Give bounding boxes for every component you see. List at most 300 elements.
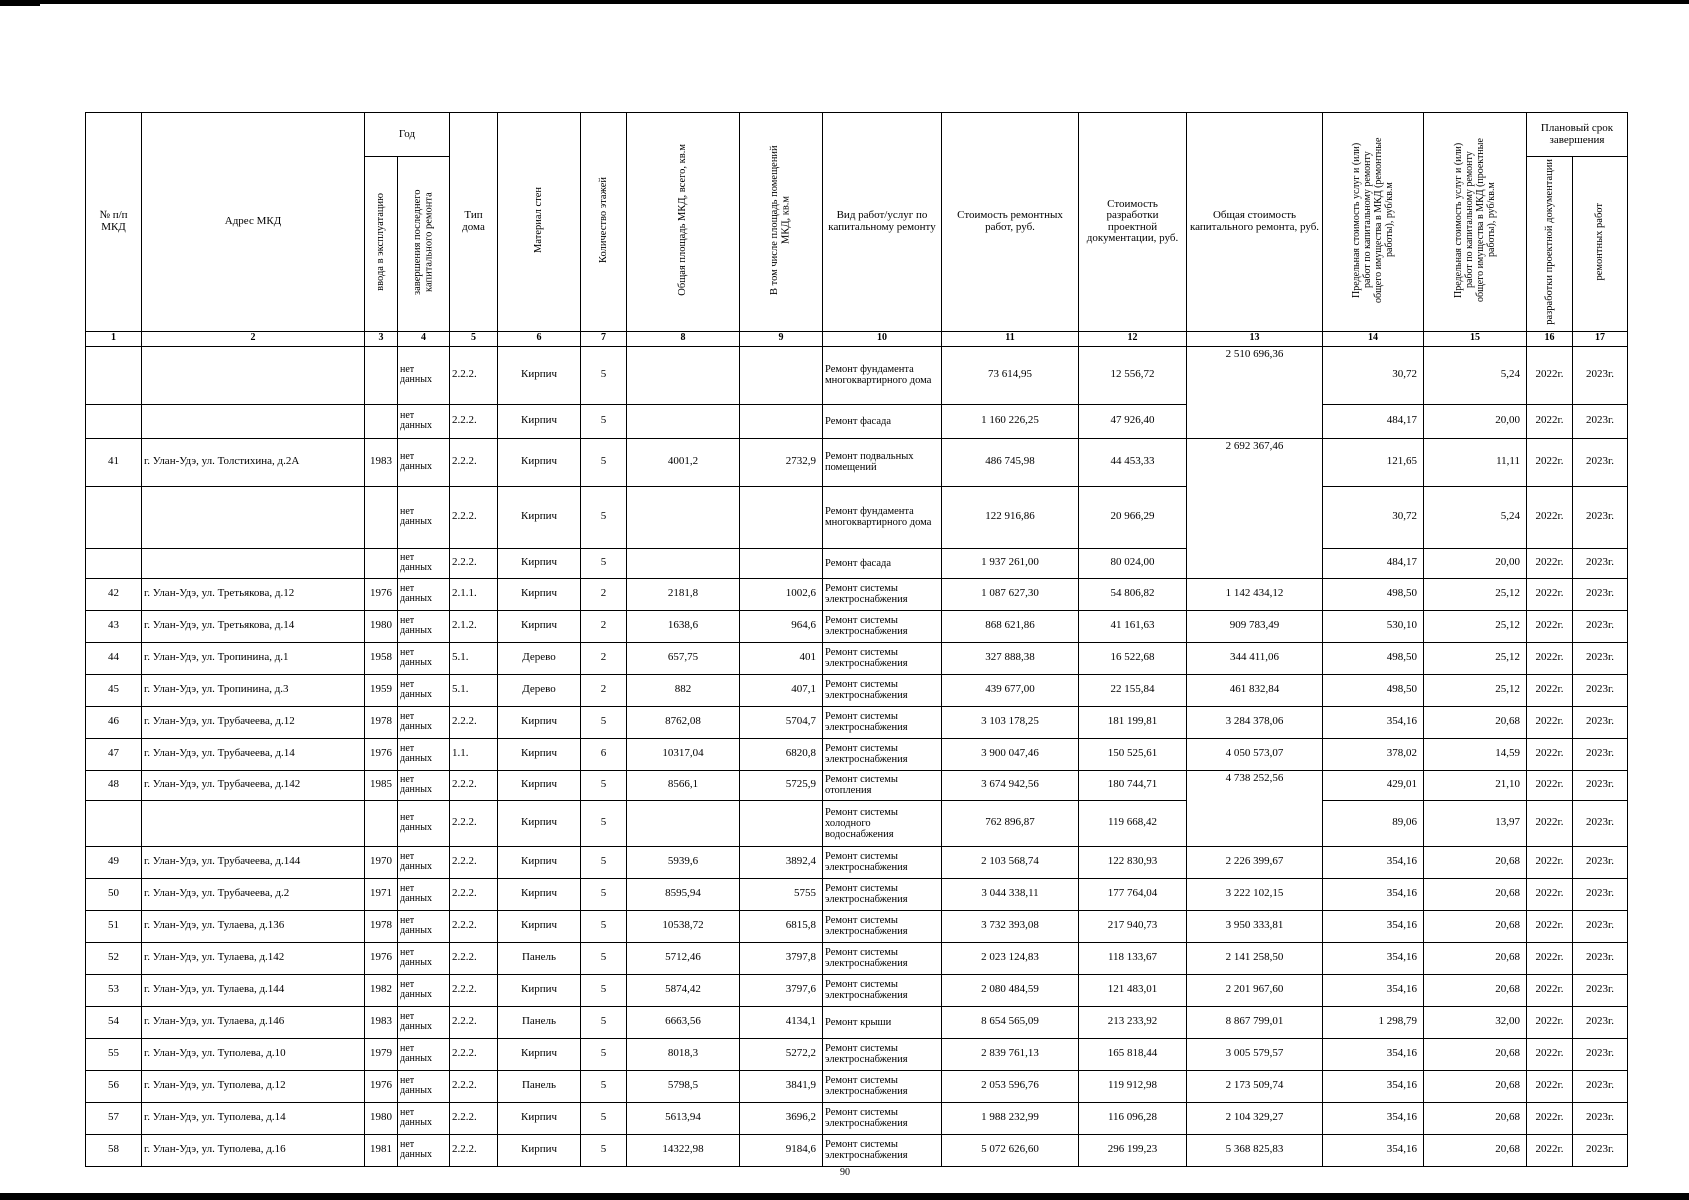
table-row	[86, 942, 1628, 974]
cell-deadline-works: 2023г.	[1573, 1070, 1628, 1102]
cell-work-type: Ремонт системы электроснабжения	[823, 846, 942, 878]
cell-design-cost: 121 483,01	[1079, 974, 1187, 1006]
cell-floors: 5	[581, 974, 627, 1006]
column-number: 9	[740, 331, 823, 346]
header-deadline-works	[1573, 157, 1628, 332]
header-limit-design	[1424, 113, 1527, 332]
cell-total-area: 8762,08	[627, 706, 740, 738]
cell-house-type: 2.2.2.	[450, 486, 498, 548]
cell-work-cost: 439 677,00	[942, 674, 1079, 706]
cell-limit-repair: 354,16	[1323, 1038, 1424, 1070]
column-number: 10	[823, 331, 942, 346]
cell-floors: 2	[581, 610, 627, 642]
cell-house-type: 2.2.2.	[450, 1134, 498, 1166]
cell-work-type: Ремонт системы электроснабжения	[823, 674, 942, 706]
cell-deadline-design: 2022г.	[1527, 910, 1573, 942]
cell-work-cost: 2 839 761,13	[942, 1038, 1079, 1070]
cell-deadline-design: 2022г.	[1527, 942, 1573, 974]
cell-total-cost: 8 867 799,01	[1187, 1006, 1323, 1038]
cell-address: г. Улан-Удэ, ул. Трубачеева, д.14	[142, 738, 365, 770]
cell-total-area: 8018,3	[627, 1038, 740, 1070]
cell-num: 56	[86, 1070, 142, 1102]
cell-material: Кирпич	[498, 770, 581, 800]
cell-work-type: Ремонт подвальных помещений	[823, 438, 942, 486]
cell-house-type: 5.1.	[450, 642, 498, 674]
cell-total-area: 4001,2	[627, 438, 740, 486]
cell-design-cost: 116 096,28	[1079, 1102, 1187, 1134]
cell-work-cost: 1 160 226,25	[942, 404, 1079, 438]
cell-last-repair: нет данных	[398, 642, 450, 674]
cell-limit-repair: 354,16	[1323, 846, 1424, 878]
header-limit-repair-text: Предельная стоимость услуг и (или) работ по капитальному ремонту общего имущества в МКД (ремонтные работы), руб/кв.м	[1351, 137, 1395, 303]
table-row	[86, 346, 1628, 404]
cell-total-area: 5613,94	[627, 1102, 740, 1134]
cell-deadline-design: 2022г.	[1527, 1006, 1573, 1038]
cell-work-type: Ремонт системы электроснабжения	[823, 738, 942, 770]
cell-deadline-works: 2023г.	[1573, 578, 1628, 610]
cell-last-repair: нет данных	[398, 738, 450, 770]
cell-deadline-works: 2023г.	[1573, 1006, 1628, 1038]
cell-floors: 5	[581, 486, 627, 548]
cell-design-cost: 150 525,61	[1079, 738, 1187, 770]
header-work-type: Вид работ/услуг по капитальному ремонту	[823, 113, 942, 332]
cell-total-cost: 3 950 333,81	[1187, 910, 1323, 942]
cell-deadline-design: 2022г.	[1527, 346, 1573, 404]
cell-limit-repair: 30,72	[1323, 346, 1424, 404]
cell-floors: 5	[581, 1134, 627, 1166]
cell-last-repair: нет данных	[398, 1070, 450, 1102]
cell-floors: 2	[581, 578, 627, 610]
column-number: 16	[1527, 331, 1573, 346]
header-total-area	[627, 113, 740, 332]
cell-limit-design: 25,12	[1424, 578, 1527, 610]
cell-total-cost: 4 738 252,56	[1187, 770, 1323, 846]
cell-total-cost: 344 411,06	[1187, 642, 1323, 674]
cell-material: Кирпич	[498, 738, 581, 770]
cell-total-cost: 2 104 329,27	[1187, 1102, 1323, 1134]
cell-address	[142, 548, 365, 578]
cell-limit-design: 25,12	[1424, 610, 1527, 642]
cell-total-cost: 1 142 434,12	[1187, 578, 1323, 610]
cell-work-type: Ремонт системы электроснабжения	[823, 1070, 942, 1102]
cell-design-cost: 20 966,29	[1079, 486, 1187, 548]
cell-premises-area: 3696,2	[740, 1102, 823, 1134]
column-number: 13	[1187, 331, 1323, 346]
table-row	[86, 1038, 1628, 1070]
cell-limit-repair: 354,16	[1323, 942, 1424, 974]
cell-total-area: 8595,94	[627, 878, 740, 910]
table-row	[86, 878, 1628, 910]
cell-deadline-design: 2022г.	[1527, 578, 1573, 610]
column-number: 4	[398, 331, 450, 346]
cell-premises-area: 401	[740, 642, 823, 674]
cell-address	[142, 486, 365, 548]
cell-premises-area: 3892,4	[740, 846, 823, 878]
cell-last-repair: нет данных	[398, 910, 450, 942]
cell-house-type: 5.1.	[450, 674, 498, 706]
cell-deadline-works: 2023г.	[1573, 878, 1628, 910]
top-border-tick	[0, 4, 40, 6]
cell-work-cost: 3 732 393,08	[942, 910, 1079, 942]
cell-last-repair: нет данных	[398, 1038, 450, 1070]
cell-deadline-design: 2022г.	[1527, 674, 1573, 706]
cell-premises-area	[740, 800, 823, 846]
cell-floors: 5	[581, 770, 627, 800]
column-number: 17	[1573, 331, 1628, 346]
cell-year-built: 1976	[365, 942, 398, 974]
cell-deadline-design: 2022г.	[1527, 974, 1573, 1006]
table-row	[86, 674, 1628, 706]
cell-material: Дерево	[498, 642, 581, 674]
cell-num: 41	[86, 438, 142, 486]
cell-total-cost: 2 141 258,50	[1187, 942, 1323, 974]
header-total-cost: Общая стоимость капитального ремонта, руб.	[1187, 113, 1323, 332]
cell-year-built: 1980	[365, 610, 398, 642]
cell-material: Панель	[498, 942, 581, 974]
cell-limit-repair: 498,50	[1323, 674, 1424, 706]
cell-premises-area: 4134,1	[740, 1006, 823, 1038]
cell-year-built: 1980	[365, 1102, 398, 1134]
cell-year-built: 1976	[365, 738, 398, 770]
cell-floors: 5	[581, 910, 627, 942]
cell-total-cost: 2 692 367,46	[1187, 438, 1323, 578]
cell-deadline-works: 2023г.	[1573, 1134, 1628, 1166]
cell-year-built: 1978	[365, 706, 398, 738]
cell-year-built	[365, 404, 398, 438]
cell-floors: 5	[581, 942, 627, 974]
cell-deadline-works: 2023г.	[1573, 1038, 1628, 1070]
cell-address: г. Улан-Удэ, ул. Туполева, д.12	[142, 1070, 365, 1102]
cell-deadline-design: 2022г.	[1527, 548, 1573, 578]
header-deadline-design	[1527, 157, 1573, 332]
cell-total-area: 5939,6	[627, 846, 740, 878]
cell-address: г. Улан-Удэ, ул. Трубачеева, д.144	[142, 846, 365, 878]
cell-num: 51	[86, 910, 142, 942]
cell-year-built: 1958	[365, 642, 398, 674]
header-floors	[581, 113, 627, 332]
cell-work-type: Ремонт системы электроснабжения	[823, 1134, 942, 1166]
cell-limit-repair: 354,16	[1323, 1134, 1424, 1166]
cell-work-cost: 486 745,98	[942, 438, 1079, 486]
cell-material: Кирпич	[498, 610, 581, 642]
header-total-area-text: Общая площадь МКД, всего, кв.м	[677, 144, 689, 296]
cell-material: Кирпич	[498, 346, 581, 404]
table-row	[86, 642, 1628, 674]
column-number: 8	[627, 331, 740, 346]
cell-floors: 5	[581, 404, 627, 438]
cell-design-cost: 213 233,92	[1079, 1006, 1187, 1038]
cell-last-repair: нет данных	[398, 610, 450, 642]
cell-address	[142, 346, 365, 404]
cell-deadline-works: 2023г.	[1573, 974, 1628, 1006]
cell-num: 58	[86, 1134, 142, 1166]
cell-work-cost: 868 621,86	[942, 610, 1079, 642]
cell-num: 42	[86, 578, 142, 610]
column-number: 11	[942, 331, 1079, 346]
cell-floors: 5	[581, 1006, 627, 1038]
cell-limit-repair: 530,10	[1323, 610, 1424, 642]
cell-work-type: Ремонт фундамента многоквартирного дома	[823, 486, 942, 548]
cell-material: Кирпич	[498, 974, 581, 1006]
cell-material: Кирпич	[498, 1038, 581, 1070]
cell-house-type: 2.2.2.	[450, 910, 498, 942]
cell-limit-design: 20,68	[1424, 942, 1527, 974]
header-deadline-works-text: ремонтных работ	[1594, 203, 1606, 281]
cell-year-built: 1981	[365, 1134, 398, 1166]
cell-work-cost: 3 674 942,56	[942, 770, 1079, 800]
header-limit-repair	[1323, 113, 1424, 332]
cell-limit-repair: 378,02	[1323, 738, 1424, 770]
cell-deadline-design: 2022г.	[1527, 1038, 1573, 1070]
cell-floors: 5	[581, 1038, 627, 1070]
table-row	[86, 1070, 1628, 1102]
cell-premises-area: 407,1	[740, 674, 823, 706]
cell-limit-repair: 30,72	[1323, 486, 1424, 548]
cell-limit-repair: 1 298,79	[1323, 1006, 1424, 1038]
cell-work-cost: 3 103 178,25	[942, 706, 1079, 738]
cell-address: г. Улан-Удэ, ул. Тулаева, д.146	[142, 1006, 365, 1038]
cell-work-type: Ремонт системы электроснабжения	[823, 642, 942, 674]
cell-material: Кирпич	[498, 1134, 581, 1166]
cell-address	[142, 800, 365, 846]
cell-work-cost: 1 988 232,99	[942, 1102, 1079, 1134]
header-house-type: Тип дома	[450, 113, 498, 332]
header-num: № п/п МКД	[86, 113, 142, 332]
cell-num	[86, 346, 142, 404]
cell-work-cost: 1 937 261,00	[942, 548, 1079, 578]
cell-num: 45	[86, 674, 142, 706]
capital-repair-table	[85, 112, 1628, 1167]
header-premises-area-text: В том числе площадь помещений МКД, кв.м	[769, 145, 792, 295]
cell-limit-repair: 498,50	[1323, 642, 1424, 674]
cell-material: Панель	[498, 1006, 581, 1038]
cell-material: Кирпич	[498, 578, 581, 610]
cell-deadline-works: 2023г.	[1573, 674, 1628, 706]
cell-house-type: 2.2.2.	[450, 1006, 498, 1038]
cell-floors: 5	[581, 1070, 627, 1102]
cell-limit-repair: 354,16	[1323, 878, 1424, 910]
cell-total-cost: 2 201 967,60	[1187, 974, 1323, 1006]
cell-premises-area	[740, 404, 823, 438]
cell-year-built: 1982	[365, 974, 398, 1006]
cell-limit-repair: 354,16	[1323, 706, 1424, 738]
cell-total-area: 657,75	[627, 642, 740, 674]
cell-deadline-design: 2022г.	[1527, 486, 1573, 548]
cell-design-cost: 217 940,73	[1079, 910, 1187, 942]
cell-premises-area: 5704,7	[740, 706, 823, 738]
cell-address: г. Улан-Удэ, ул. Туполева, д.14	[142, 1102, 365, 1134]
cell-material: Кирпич	[498, 910, 581, 942]
cell-address: г. Улан-Удэ, ул. Тропинина, д.3	[142, 674, 365, 706]
cell-floors: 5	[581, 548, 627, 578]
cell-limit-design: 20,68	[1424, 974, 1527, 1006]
cell-total-area: 5712,46	[627, 942, 740, 974]
cell-total-area: 6663,56	[627, 1006, 740, 1038]
cell-material: Дерево	[498, 674, 581, 706]
table-row	[86, 738, 1628, 770]
table-row	[86, 800, 1628, 846]
cell-work-type: Ремонт системы электроснабжения	[823, 910, 942, 942]
cell-design-cost: 296 199,23	[1079, 1134, 1187, 1166]
cell-design-cost: 118 133,67	[1079, 942, 1187, 974]
cell-material: Кирпич	[498, 486, 581, 548]
cell-design-cost: 119 912,98	[1079, 1070, 1187, 1102]
cell-premises-area: 5725,9	[740, 770, 823, 800]
cell-work-type: Ремонт системы электроснабжения	[823, 706, 942, 738]
cell-limit-design: 11,11	[1424, 438, 1527, 486]
cell-address	[142, 404, 365, 438]
cell-num: 52	[86, 942, 142, 974]
cell-deadline-design: 2022г.	[1527, 770, 1573, 800]
cell-deadline-works: 2023г.	[1573, 1102, 1628, 1134]
cell-total-area: 2181,8	[627, 578, 740, 610]
cell-deadline-design: 2022г.	[1527, 1102, 1573, 1134]
cell-last-repair: нет данных	[398, 846, 450, 878]
cell-num: 54	[86, 1006, 142, 1038]
cell-house-type: 1.1.	[450, 738, 498, 770]
cell-floors: 5	[581, 800, 627, 846]
cell-design-cost: 12 556,72	[1079, 346, 1187, 404]
cell-premises-area: 9184,6	[740, 1134, 823, 1166]
column-number-row	[86, 331, 1628, 346]
cell-address: г. Улан-Удэ, ул. Тулаева, д.144	[142, 974, 365, 1006]
cell-house-type: 2.2.2.	[450, 1038, 498, 1070]
cell-house-type: 2.2.2.	[450, 548, 498, 578]
header-year-last-repair-text: завершения последнего капитального ремонта	[411, 189, 435, 295]
cell-premises-area	[740, 486, 823, 548]
cell-design-cost: 41 161,63	[1079, 610, 1187, 642]
cell-floors: 5	[581, 706, 627, 738]
cell-deadline-design: 2022г.	[1527, 438, 1573, 486]
cell-total-cost: 2 226 399,67	[1187, 846, 1323, 878]
cell-limit-design: 5,24	[1424, 486, 1527, 548]
cell-last-repair: нет данных	[398, 974, 450, 1006]
cell-premises-area	[740, 346, 823, 404]
cell-num: 43	[86, 610, 142, 642]
cell-limit-design: 20,00	[1424, 404, 1527, 438]
cell-address: г. Улан-Удэ, ул. Третьякова, д.12	[142, 578, 365, 610]
cell-design-cost: 180 744,71	[1079, 770, 1187, 800]
cell-total-cost: 461 832,84	[1187, 674, 1323, 706]
cell-limit-design: 20,68	[1424, 878, 1527, 910]
cell-deadline-works: 2023г.	[1573, 738, 1628, 770]
cell-work-type: Ремонт фасада	[823, 548, 942, 578]
cell-work-cost: 5 072 626,60	[942, 1134, 1079, 1166]
cell-house-type: 2.2.2.	[450, 878, 498, 910]
cell-year-built: 1976	[365, 1070, 398, 1102]
cell-last-repair: нет данных	[398, 942, 450, 974]
cell-limit-repair: 89,06	[1323, 800, 1424, 846]
table-body	[86, 346, 1628, 1166]
cell-limit-design: 20,68	[1424, 1134, 1527, 1166]
cell-premises-area: 6815,8	[740, 910, 823, 942]
cell-deadline-design: 2022г.	[1527, 642, 1573, 674]
cell-total-cost: 5 368 825,83	[1187, 1134, 1323, 1166]
cell-deadline-design: 2022г.	[1527, 878, 1573, 910]
cell-last-repair: нет данных	[398, 438, 450, 486]
cell-design-cost: 181 199,81	[1079, 706, 1187, 738]
cell-limit-repair: 354,16	[1323, 1070, 1424, 1102]
cell-premises-area: 5755	[740, 878, 823, 910]
cell-limit-repair: 354,16	[1323, 974, 1424, 1006]
cell-design-cost: 122 830,93	[1079, 846, 1187, 878]
cell-deadline-works: 2023г.	[1573, 910, 1628, 942]
header-deadline-group: Плановый срок завершения	[1527, 113, 1628, 157]
cell-floors: 5	[581, 846, 627, 878]
cell-num: 44	[86, 642, 142, 674]
cell-design-cost: 16 522,68	[1079, 642, 1187, 674]
cell-premises-area: 3797,8	[740, 942, 823, 974]
cell-work-cost: 8 654 565,09	[942, 1006, 1079, 1038]
cell-work-cost: 2 023 124,83	[942, 942, 1079, 974]
cell-material: Кирпич	[498, 846, 581, 878]
cell-house-type: 2.2.2.	[450, 974, 498, 1006]
cell-limit-design: 20,68	[1424, 1038, 1527, 1070]
cell-year-built: 1979	[365, 1038, 398, 1070]
cell-last-repair: нет данных	[398, 1102, 450, 1134]
cell-deadline-design: 2022г.	[1527, 1134, 1573, 1166]
cell-total-cost: 909 783,49	[1187, 610, 1323, 642]
cell-total-area	[627, 346, 740, 404]
cell-design-cost: 22 155,84	[1079, 674, 1187, 706]
header-wall-material	[498, 113, 581, 332]
cell-address: г. Улан-Удэ, ул. Третьякова, д.14	[142, 610, 365, 642]
top-border	[0, 0, 1689, 4]
cell-deadline-works: 2023г.	[1573, 438, 1628, 486]
cell-work-cost: 73 614,95	[942, 346, 1079, 404]
cell-house-type: 2.2.2.	[450, 438, 498, 486]
cell-deadline-design: 2022г.	[1527, 846, 1573, 878]
cell-design-cost: 119 668,42	[1079, 800, 1187, 846]
header-premises-area	[740, 113, 823, 332]
cell-year-built	[365, 548, 398, 578]
cell-last-repair: нет данных	[398, 486, 450, 548]
cell-work-cost: 762 896,87	[942, 800, 1079, 846]
cell-limit-design: 20,68	[1424, 1070, 1527, 1102]
cell-work-type: Ремонт системы электроснабжения	[823, 1038, 942, 1070]
cell-num	[86, 800, 142, 846]
cell-address: г. Улан-Удэ, ул. Толстихина, д.2А	[142, 438, 365, 486]
cell-year-built: 1983	[365, 1006, 398, 1038]
cell-total-area: 5874,42	[627, 974, 740, 1006]
cell-total-cost: 3 005 579,57	[1187, 1038, 1323, 1070]
cell-premises-area	[740, 548, 823, 578]
cell-work-cost: 1 087 627,30	[942, 578, 1079, 610]
cell-work-cost: 327 888,38	[942, 642, 1079, 674]
cell-deadline-design: 2022г.	[1527, 610, 1573, 642]
cell-material: Кирпич	[498, 800, 581, 846]
header-design-cost: Стоимость разработки проектной документации, руб.	[1079, 113, 1187, 332]
cell-last-repair: нет данных	[398, 404, 450, 438]
cell-work-type: Ремонт фундамента многоквартирного дома	[823, 346, 942, 404]
table-row	[86, 438, 1628, 486]
cell-limit-repair: 354,16	[1323, 1102, 1424, 1134]
cell-work-type: Ремонт крыши	[823, 1006, 942, 1038]
table-row	[86, 706, 1628, 738]
cell-limit-design: 25,12	[1424, 642, 1527, 674]
cell-limit-repair: 484,17	[1323, 548, 1424, 578]
cell-num: 53	[86, 974, 142, 1006]
table-row	[86, 910, 1628, 942]
cell-floors: 2	[581, 642, 627, 674]
cell-last-repair: нет данных	[398, 346, 450, 404]
cell-work-type: Ремонт системы электроснабжения	[823, 974, 942, 1006]
cell-premises-area: 5272,2	[740, 1038, 823, 1070]
cell-total-area	[627, 800, 740, 846]
cell-house-type: 2.2.2.	[450, 770, 498, 800]
cell-work-type: Ремонт системы холодного водоснабжения	[823, 800, 942, 846]
table-row	[86, 770, 1628, 800]
